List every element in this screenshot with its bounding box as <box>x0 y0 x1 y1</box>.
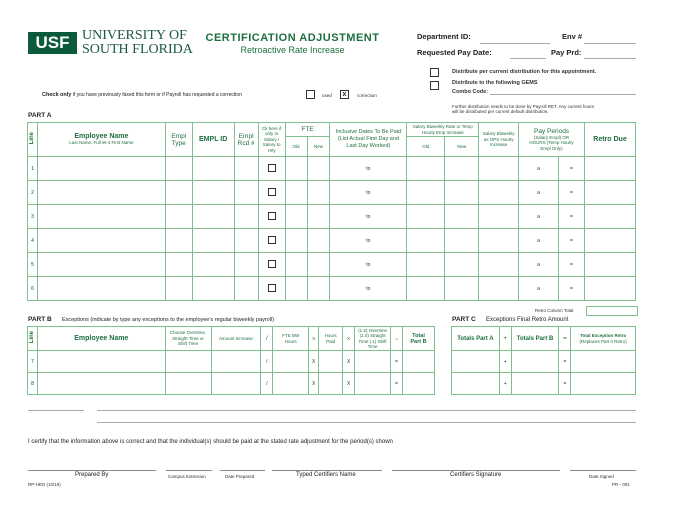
total-exception-header: Total Exception Retro (Replaces Part A Retro) <box>571 327 636 351</box>
part-a-table <box>27 122 636 301</box>
part-b-table <box>27 326 435 395</box>
logo-line2: SOUTH FLORIDA <box>82 42 193 57</box>
date-prepared-label: Date Prepared <box>225 474 255 479</box>
date-signed-label: Date Signed <box>589 474 614 479</box>
col-fte-new: New <box>307 137 330 157</box>
change-checkbox[interactable] <box>268 188 276 196</box>
col-fte-bw-hours: FTE BW Hours <box>273 327 309 351</box>
campus-extension-field[interactable] <box>166 470 212 471</box>
table-row: 8 / X X = <box>28 373 435 395</box>
col-empl-id: EMPL ID <box>192 123 234 157</box>
retro-column-total-field[interactable] <box>586 306 638 316</box>
col-empl-type: Empl Type <box>165 123 192 157</box>
table-row: 5 to a = <box>28 253 636 277</box>
check-only-text <box>42 92 242 98</box>
separator-line <box>28 410 84 411</box>
col-employee-name: Employee Name Last Name, Full W-4 First Name <box>37 123 165 157</box>
typed-name-field[interactable] <box>272 470 382 471</box>
table-row: 6 to a = <box>28 277 636 301</box>
col-choose-time: Choose Overtime, Straight Time or Shift Time <box>165 327 211 351</box>
date-signed-field[interactable] <box>570 470 636 471</box>
change-checkbox[interactable] <box>268 236 276 244</box>
col-ot-rate: (1.5) Overtime (1.0) Straight Time (.1) Shift Time <box>355 327 391 351</box>
col-salary-bw: Salary Biweekly as OPS Hourly Increase <box>479 123 519 157</box>
certifier-signature-field[interactable] <box>392 470 560 471</box>
table-row: 1 to a = <box>28 157 636 181</box>
prepared-by-label: Prepared By <box>75 472 109 478</box>
part-c-table <box>451 326 636 395</box>
col-rate-new: New <box>445 137 479 157</box>
env-label: Env # <box>562 32 583 41</box>
col-x2: X <box>343 327 355 351</box>
separator-line <box>97 422 636 423</box>
check-only-bold: Check only <box>42 92 72 98</box>
col-x: X <box>309 327 319 351</box>
usf-logo-mark: USF <box>28 32 77 54</box>
separator-line <box>97 410 636 411</box>
env-field[interactable] <box>584 43 636 44</box>
col-line: Line <box>28 123 38 157</box>
col-employee-name: Employee Name <box>37 327 165 351</box>
department-id-label: Department ID: <box>417 32 471 41</box>
part-b-description: Exceptions (indicate by type any exceptions to the employee's regular biweekly payroll) <box>62 317 274 323</box>
part-a-label: PART A <box>28 112 52 119</box>
table-row: 2 to a = <box>28 181 636 205</box>
form-title: CERTIFICATION ADJUSTMENT <box>205 32 380 44</box>
certifier-signature-label: Certifiers Signature <box>450 472 502 478</box>
correction-checkbox[interactable]: x <box>340 90 349 99</box>
col-fte-old: Old <box>285 137 307 157</box>
table-row: + = <box>452 351 636 373</box>
totals-part-b-header: Totals Part B <box>511 327 559 351</box>
col-eq: = <box>391 327 403 351</box>
prepared-by-field[interactable] <box>28 470 156 471</box>
distribute-current-label: Distribute per current distribution for this appointment. <box>452 69 597 75</box>
table-row: 4 to a = <box>28 229 636 253</box>
table-row: + = <box>452 373 636 395</box>
distribute-following-label: Distribute to the following GEMS <box>452 80 538 86</box>
pay-prd-field[interactable] <box>584 58 636 59</box>
col-line: Line <box>28 327 38 351</box>
eq-header: = <box>559 327 571 351</box>
totals-part-a-header: Totals Part A <box>452 327 500 351</box>
col-amount-increase: Amount Increase <box>211 327 261 351</box>
department-id-field[interactable] <box>480 43 550 44</box>
logo-line1: UNIVERSITY OF <box>82 28 187 43</box>
form-number: PR - 001 <box>612 482 630 487</box>
col-rate: Salary Biweekly Rate or Temp Hourly Emp Increase <box>407 123 479 137</box>
table-row: 3 to a = <box>28 205 636 229</box>
col-change-type: Ck here if only to Salary / Salary to Hrly <box>258 123 285 157</box>
retro-column-total-label: Retro Column Total <box>535 308 574 313</box>
col-retro-due: Retro Due <box>584 123 635 157</box>
col-inclusive-dates: Inclusive Dates To Be Paid (List Actual First Day and Last Day Worked) <box>330 123 407 157</box>
correction-label: correction <box>357 93 377 98</box>
change-checkbox[interactable] <box>268 284 276 292</box>
requested-pay-date-label: Requested Pay Date: <box>417 48 492 57</box>
col-fte: FTE <box>285 123 330 137</box>
change-checkbox[interactable] <box>268 212 276 220</box>
distribute-following-checkbox[interactable] <box>430 81 439 90</box>
combo-code-field[interactable] <box>490 94 636 95</box>
col-empl-rcd: Empl Rcd # <box>234 123 258 157</box>
col-slash: / <box>261 327 273 351</box>
part-c-description: Exceptions Final Retro Amount <box>486 317 569 323</box>
part-c-label: PART C <box>452 316 476 323</box>
col-rate-old: Old <box>407 137 445 157</box>
used-label: used <box>322 93 332 98</box>
col-pay-periods: Pay Periods (Salary Empl) OR HOURS (Temp Hourly Empl Only) <box>519 123 585 157</box>
certification-statement: I certify that the information above is correct and that the individual(s) should be paid at the stated rate adjustment for the period(s) shown <box>28 439 393 445</box>
form-revision: RP-HED (10/19) <box>28 482 61 487</box>
date-prepared-field[interactable] <box>220 470 265 471</box>
col-total-part-b: Total Part B <box>402 327 434 351</box>
distribute-current-checkbox[interactable] <box>430 68 439 77</box>
change-checkbox[interactable] <box>268 164 276 172</box>
university-name <box>82 29 193 57</box>
part-b-label: PART B <box>28 316 52 323</box>
campus-extension-label: Campus Extension <box>168 474 206 479</box>
distribution-note-1: Further distribution needs to be done by Payroll RET. Any current hours <box>452 104 595 109</box>
check-only-desc: if you have previously faxed this form or if Payroll has requested a correction <box>72 92 242 98</box>
combo-code-label: Combo Code: <box>452 89 489 95</box>
pay-prd-label: Pay Prd: <box>551 48 582 57</box>
used-checkbox[interactable] <box>306 90 315 99</box>
plus-header: + <box>499 327 511 351</box>
form-subtitle: Retroactive Rate Increase <box>240 45 345 55</box>
typed-name-label: Typed Certifiers Name <box>296 472 356 478</box>
requested-pay-date-field[interactable] <box>510 58 546 59</box>
table-row: 7 / X X = <box>28 351 435 373</box>
distribution-note-2: will be distributed per current default distribution. <box>452 109 549 114</box>
col-hours-paid: Hours Paid <box>319 327 343 351</box>
change-checkbox[interactable] <box>268 260 276 268</box>
